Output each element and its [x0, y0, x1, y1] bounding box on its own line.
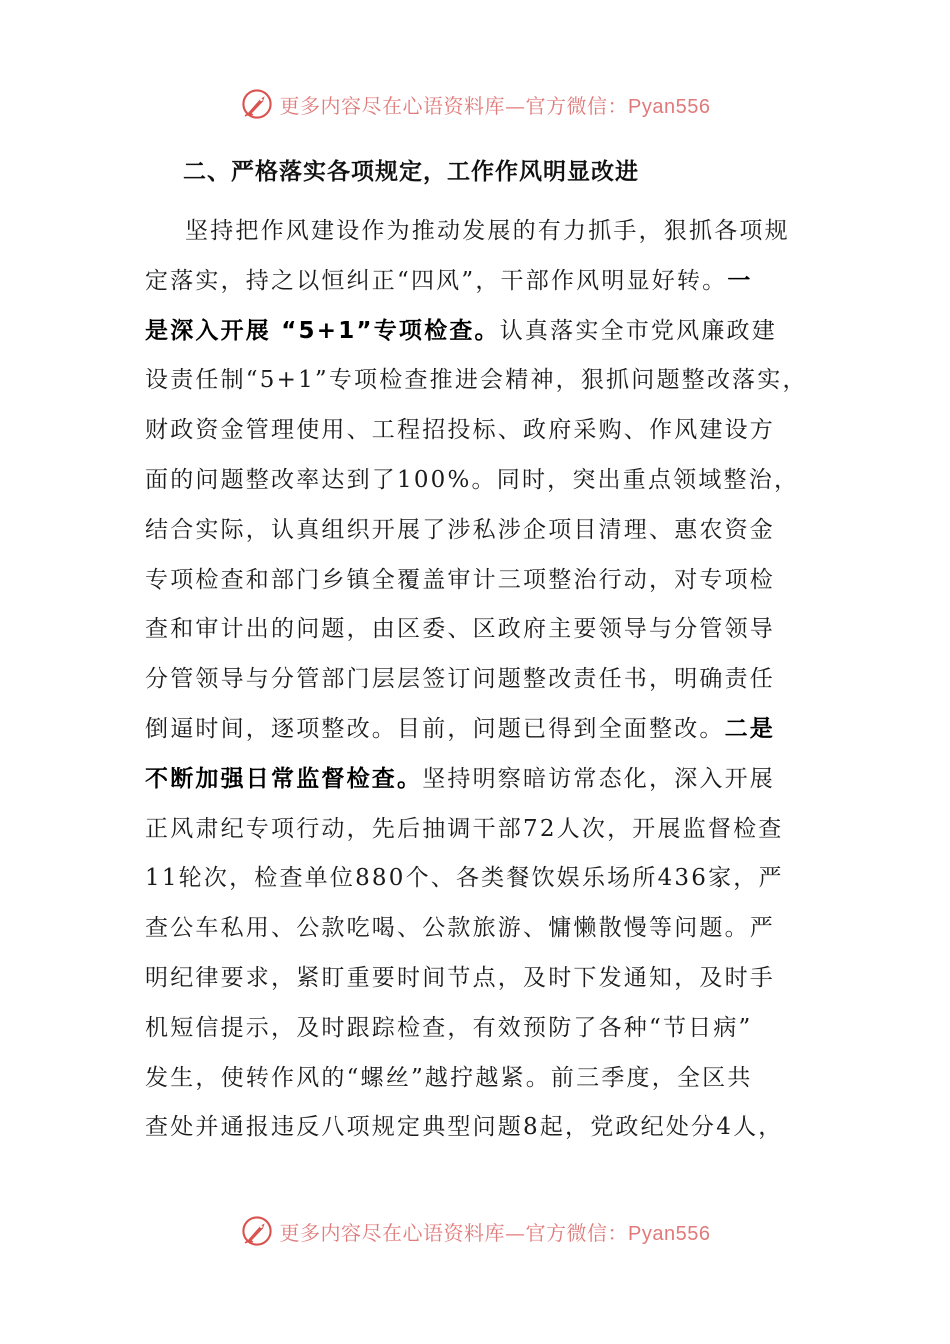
text-line: 结合实际，认真组织开展了涉私涉企项目清理、惠农资金 — [145, 516, 775, 543]
text-line: 11轮次，检查单位880个、各类餐饮娱乐场所436家，严 — [145, 865, 784, 892]
text-line: 查和审计出的问题，由区委、区政府主要领导与分管领导 — [145, 616, 775, 643]
pen-nib-logo-icon — [240, 87, 274, 121]
watermark-text: 更多内容尽在心语资料库—官方微信：Pyan556 — [279, 93, 711, 118]
footer-watermark — [0, 1211, 950, 1251]
text-line: 不断加强日常监督检查。坚持明察暗访常态化，深入开展 — [145, 765, 776, 792]
body-paragraph — [145, 207, 815, 1153]
text-line: 分管领导与分管部门层层签订问题整改责任书，明确责任 — [145, 666, 775, 693]
text-line: 面的问题整改率达到了100%。同时，突出重点领域整治， — [145, 466, 800, 493]
text-line: 定落实，持之以恒纠正“四风”，干部作风明显好转。一 — [145, 267, 753, 294]
text-line: 财政资金管理使用、工程招投标、政府采购、作风建设方 — [145, 417, 775, 444]
text-line: 明纪律要求，紧盯重要时间节点，及时下发通知，及时手 — [145, 964, 775, 991]
watermark-text: 更多内容尽在心语资料库—官方微信：Pyan556 — [279, 1220, 711, 1245]
header-watermark — [0, 84, 950, 124]
text-line: 专项检查和部门乡镇全覆盖审计三项整治行动，对专项检 — [145, 566, 775, 593]
text-line: 发生，使转作风的“螺丝”越拧越紧。前三季度，全区共 — [145, 1064, 753, 1091]
text-line: 坚持把作风建设作为推动发展的有力抓手，狠抓各项规 — [185, 218, 790, 244]
text-line: 查公车私用、公款吃喝、公款旅游、慵懒散慢等问题。严 — [145, 915, 775, 942]
section-heading: 二、严格落实各项规定，工作作风明显改进 — [183, 159, 639, 185]
text-line: 设责任制“5+1”专项检查推进会精神，狠抓问题整改落实， — [145, 367, 808, 394]
text-line: 是深入开展 “5+1”专项检查。认真落实全市党风廉政建 — [145, 317, 777, 344]
text-line: 正风肃纪专项行动，先后抽调干部72人次，开展监督检查 — [145, 815, 784, 842]
text-line: 查处并通报违反八项规定典型问题8起，党政纪处分4人， — [145, 1114, 784, 1141]
pen-nib-logo-icon — [240, 1214, 274, 1248]
text-line: 倒逼时间，逐项整改。目前，问题已得到全面整改。二是 — [145, 715, 776, 742]
text-line: 机短信提示，及时跟踪检查，有效预防了各种“节日病” — [145, 1014, 753, 1041]
